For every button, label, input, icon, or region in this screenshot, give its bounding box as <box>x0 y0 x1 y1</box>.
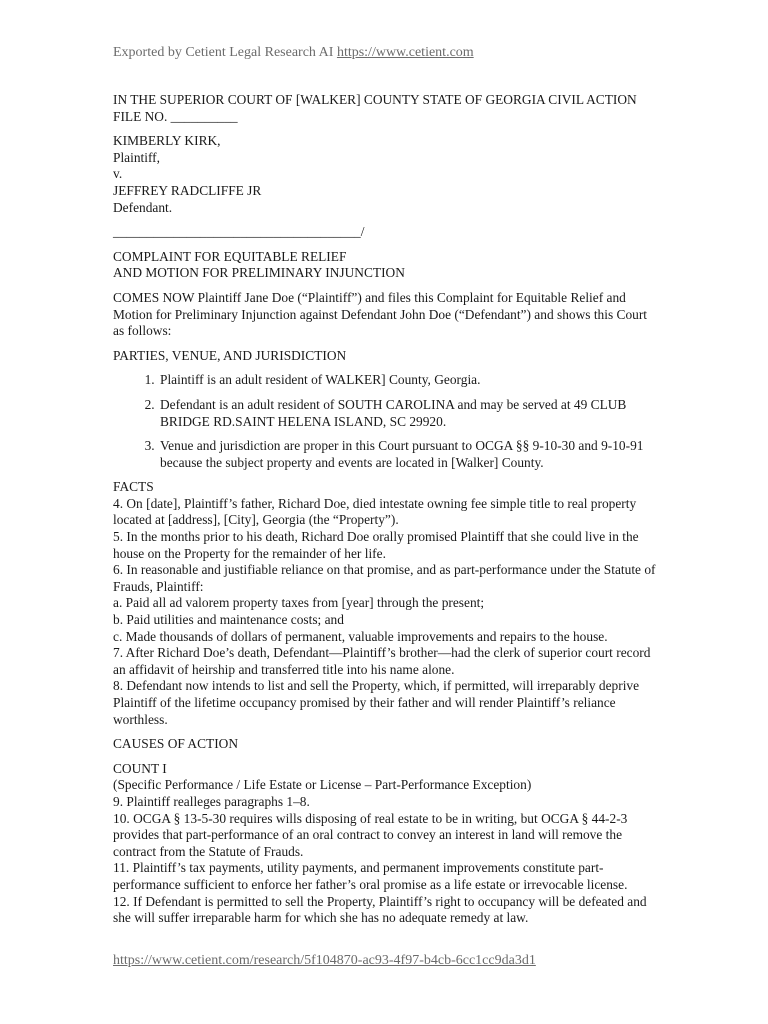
fact-paragraph: 7. After Richard Doe’s death, Defendant—Plaintiff’s brother—had the clerk of superior court record an affidavit of heirship and transferred title into his name alone. <box>113 645 651 677</box>
count-paragraph: 12. If Defendant is permitted to sell the Property, Plaintiff’s right to occupancy will be defeated and she will suffer irreparable harm for which she has no adequate remedy at law. <box>113 893 647 926</box>
export-header <box>113 45 474 61</box>
court-caption: IN THE SUPERIOR COURT OF [WALKER] COUNTY STATE OF GEORGIA CIVIL ACTION FILE NO. __________ <box>113 92 637 124</box>
export-footer <box>113 953 536 969</box>
count-paragraph: 10. OCGA § 13-5-30 requires wills disposing of real estate to be in writing, but OCGA § 44-2-3 provides that part-performance of an oral contract to convey an interest in land will remove the contract from the Statute of Frauds. <box>113 810 628 859</box>
count-paragraph: 9. Plaintiff realleges paragraphs 1–8. <box>113 793 310 809</box>
list-item: 3. Venue and jurisdiction are proper in this Court pursuant to OCGA §§ 9-10-30 and 9-10-91 because the subject property and events are located in [Walker] County. <box>158 438 658 471</box>
export-header-text: Exported by Cetient Legal Research AI <box>113 45 337 60</box>
fact-paragraph: 5. In the months prior to his death, Richard Doe orally promised Plaintiff that she could live in the house on the Property for the remainder of her life. <box>113 529 639 561</box>
causes-heading: CAUSES OF ACTION <box>113 736 239 752</box>
count-paragraph: 11. Plaintiff’s tax payments, utility payments, and permanent improvements constitute part-performance sufficient to enforce her father’s oral promise as a life estate or irrevocable license. <box>113 860 628 892</box>
list-item: 2. Defendant is an adult resident of SOUTH CAROLINA and may be served at 49 CLUB BRIDGE RD.SAINT HELENA ISLAND, SC 29920. <box>158 397 658 430</box>
title-line-2: AND MOTION FOR PRELIMINARY INJUNCTION <box>113 265 405 281</box>
intro-paragraph: COMES NOW Plaintiff Jane Doe (“Plaintiff”) and files this Complaint for Equitable Relief and Motion for Preliminary Injunction against Defendant John Doe (“Defendant”) and shows this Court as follows: <box>113 289 648 339</box>
title-line-1: COMPLAINT FOR EQUITABLE RELIEF <box>113 248 347 264</box>
fact-paragraph: 4. On [date], Plaintiff’s father, Richard Doe, died intestate owning fee simple title to real property located at [address], [City], Georgia (the “Property”). <box>113 495 637 528</box>
document-title <box>113 249 658 282</box>
party-block <box>113 133 658 216</box>
plaintiff-label: Plaintiff, <box>113 149 160 165</box>
fact-paragraph: 6. In reasonable and justifiable reliance on that promise, and as part-performance under the Statute of Frauds, Plaintiff: <box>113 562 656 594</box>
parties-list <box>113 372 658 471</box>
fact-paragraph: 8. Defendant now intends to list and sell the Property, which, if permitted, will irreparably deprive Plaintiff of the lifetime occupancy promised by their father and will render Plaintiff’s reliance worthless. <box>113 678 640 727</box>
defendant-label: Defendant. <box>113 199 173 215</box>
cetient-home-link[interactable]: https://www.cetient.com <box>336 45 474 60</box>
facts-heading: FACTS <box>113 479 154 495</box>
count-subtitle: (Specific Performance / Life Estate or License – Part-Performance Exception) <box>113 777 532 793</box>
fact-subitem: b. Paid utilities and maintenance costs; and <box>113 612 344 628</box>
defendant-name: JEFFREY RADCLIFFE JR <box>113 182 262 198</box>
document-body <box>113 92 658 927</box>
versus-label: v. <box>113 166 123 182</box>
fact-subitem: a. Paid all ad valorem property taxes from [year] through the present; <box>113 595 485 611</box>
caption-rule-line: _____________________________________/ <box>113 224 365 240</box>
fact-subitem: c. Made thousands of dollars of permanent, valuable improvements and repairs to the house. <box>113 628 608 644</box>
plaintiff-name: KIMBERLY KIRK, <box>113 133 221 149</box>
list-item: 1. Plaintiff is an adult resident of WALKER] County, Georgia. <box>158 372 658 389</box>
parties-heading: PARTIES, VENUE, AND JURISDICTION <box>113 347 347 363</box>
research-link[interactable]: https://www.cetient.com/research/5f104870-ac93-4f97-b4cb-6cc1cc9da3d1 <box>113 953 536 968</box>
count-title: COUNT I <box>113 760 167 776</box>
